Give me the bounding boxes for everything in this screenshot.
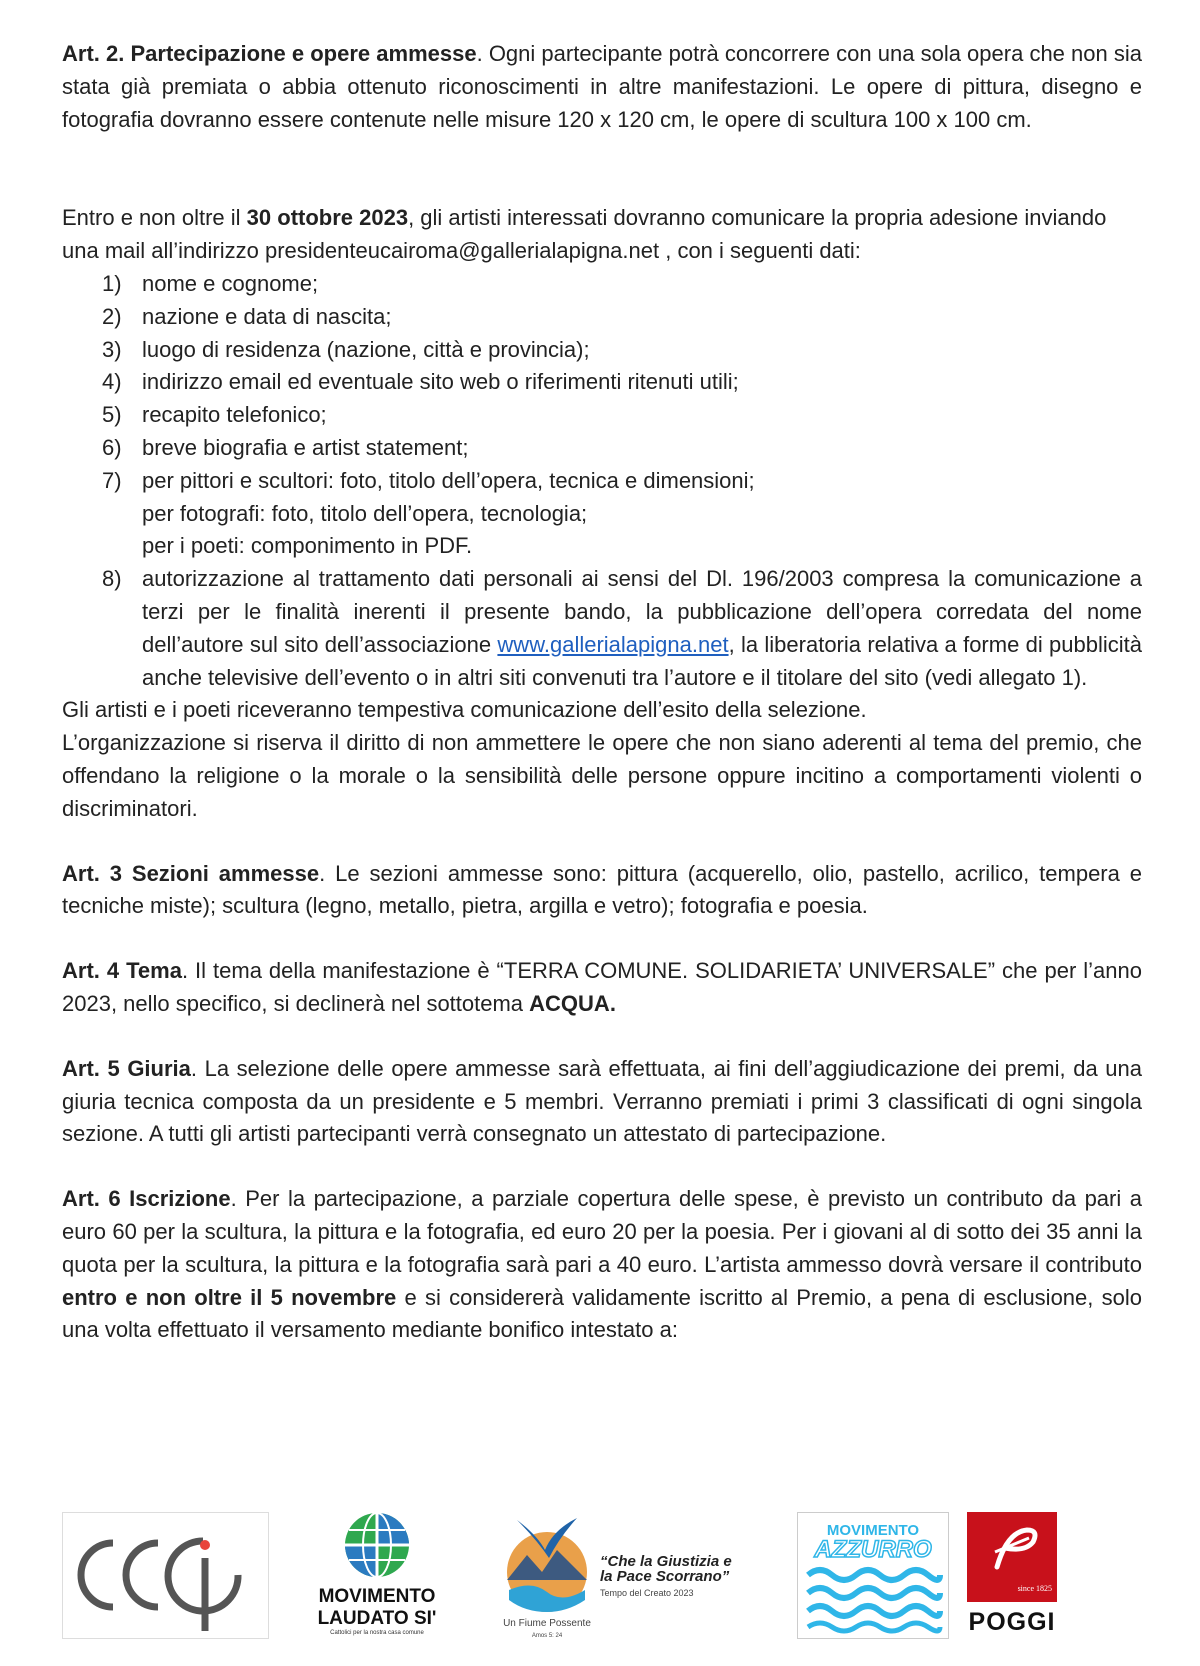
poggi-logo [952, 1512, 1072, 1642]
waves-icon [798, 1513, 948, 1638]
azzurro-line2: AZZURRO [814, 1536, 932, 1563]
ucai-logo-mark [63, 1513, 268, 1638]
art6-text: . Per la partecipazione, a parziale copertura delle spese, è previsto un contributo da pari a euro 60 per la scultura, la pittura e la fotografia, ed euro 20 per la poesia. Per i giovani al di sotto dei 35 anni la quota per la scultura, la pittura e la fotografia sarà pari a 40 euro. L’artista ammesso dovrà versare il contributo [62, 1186, 1142, 1277]
art5-paragraph [62, 1053, 1142, 1151]
fiume-slogan-line2: la Pace Scorrano” [600, 1568, 730, 1585]
fiume-caption-title: Un Fiume Possente [503, 1618, 591, 1629]
list-text: per pittori e scultori: foto, titolo dell’opera, tecnica e dimensioni; [142, 467, 755, 493]
list-number: 4) [102, 369, 122, 395]
ucai-logo [62, 1512, 269, 1639]
fiume-possente-logo [497, 1510, 757, 1645]
art4-paragraph [62, 955, 1142, 1021]
art2-heading: Art. 2. Partecipazione e opere ammesse [62, 41, 477, 66]
art5-text: . La selezione delle opere ammesse sarà effettuata, ai fini dell’aggiudicazione dei premi, da una giuria tecnica composta da un presidente e 5 membri. Verranno premiati i primi 3 classificati di ogni singola sezione. A tutti gli artisti partecipanti verrà consegnato un attestato di partecipazione. [62, 1055, 1142, 1147]
list-text: nazione e data di nascita; [142, 303, 392, 329]
azzurro-line1: MOVIMENTO [826, 1522, 920, 1539]
list-text: luogo di residenza (nazione, città e provincia); [142, 336, 590, 362]
list-item [62, 301, 1142, 334]
fiume-caption [497, 1618, 597, 1642]
list-text: nome e cognome; [142, 270, 319, 296]
art4-text: . Il tema della manifestazione è “TERRA COMUNE. SOLIDARIETA’ UNIVERSALE” che per l’anno 2023, nello specifico, si declinerà nel sottotema [62, 958, 1142, 1016]
deadline-suffix: , gli artisti interessati dovranno comunicare la propria adesione inviando una mail all’indirizzo presidenteucairoma@gallerialapigna.net , con i seguenti dati: [62, 205, 1107, 264]
fiume-caption-verse: Amos 5: 24 [531, 1633, 563, 1639]
fiume-slogan-line1: “Che la Giustizia e [600, 1553, 732, 1570]
poggi-name: POGGI [968, 1608, 1056, 1636]
laudato-name-line1: MOVIMENTO [318, 1586, 436, 1607]
list-item [62, 432, 1142, 465]
fiume-subtitle: Tempo del Creato 2023 [600, 1588, 694, 1598]
art3-text: . Le sezioni ammesse sono: pittura (acquerello, olio, pastello, acrilico, tempera e tecniche miste); scultura (legno, metallo, pietra, argilla e vetro); fotografia e poesia. [62, 860, 1142, 919]
list-number: 6) [102, 434, 122, 460]
list-text: , la liberatoria relativa a forme di pubblicità anche televisive dell’evento o in altri siti convenuti tra l’autore e il titolare del sito (vedi allegato 1). [142, 631, 1142, 690]
list-number: 7) [102, 467, 122, 493]
list-number: 5) [102, 402, 122, 428]
list-item [62, 366, 1142, 399]
list-number: 1) [102, 270, 122, 296]
art2-paragraph [62, 38, 1142, 136]
art5-heading: Art. 5 Giuria [62, 1055, 191, 1081]
organization-rights: L’organizzazione si riserva il diritto di non ammettere le opere che non siano aderenti al tema del premio, che offendano la religione o la morale o la sensibilità delle persone oppure incitino a comportamenti violenti o discriminatori. [62, 730, 1142, 821]
poggi-monogram-icon [967, 1512, 1057, 1582]
list-number: 8) [102, 566, 122, 592]
list-item [62, 334, 1142, 367]
list-text: breve biografia e artist statement; [142, 434, 469, 460]
art6-paragraph [62, 1183, 1142, 1347]
list-text: recapito telefonico; [142, 402, 327, 428]
river-dove-icon [497, 1510, 597, 1615]
laudato-name-line2: LAUDATO SI' [317, 1608, 437, 1629]
list-subtext: per fotografi: foto, titolo dell’opera, tecnologia; [142, 500, 588, 526]
selection-notice: Gli artisti e i poeti riceveranno tempestiva comunicazione dell’esito della selezione. [62, 697, 867, 723]
art2-text: . Ogni partecipante potrà concorrere con una sola opera che non sia stata già premiata o abbia ottenuto riconoscimenti in altre manifestazioni. Le opere di pittura, disegno e fotografia dovranno essere contenute nelle misure 120 x 120 cm, le opere di scultura 100 x 100 cm. [62, 41, 1142, 132]
poggi-since: since 1825 [1017, 1584, 1052, 1593]
art4-subtheme: ACQUA. [529, 990, 616, 1016]
list-subtext: per i poeti: componimento in PDF. [142, 533, 473, 559]
list-item [62, 465, 1142, 563]
deadline-paragraph [62, 202, 1142, 268]
list-number: 3) [102, 336, 122, 362]
art6-deadline: entro e non oltre il 5 novembre [62, 1284, 397, 1310]
art3-paragraph [62, 858, 1142, 924]
laudato-si-logo [307, 1510, 447, 1645]
list-text: indirizzo email ed eventuale sito web o riferimenti ritenuti utili; [142, 369, 739, 395]
gallery-website-link[interactable]: www.gallerialapigna.net [497, 631, 729, 657]
deadline-prefix: Entro e non oltre il [62, 205, 247, 231]
art6-text-end: e si considererà validamente iscritto al Premio, a pena di esclusione, solo una volta effettuato il versamento mediante bonifico intestato a: [62, 1284, 1142, 1343]
art3-heading: Art. 3 Sezioni ammesse [62, 860, 320, 886]
movimento-azzurro-logo [797, 1512, 949, 1639]
art4-heading: Art. 4 Tema [62, 958, 182, 984]
globe-icon [342, 1510, 412, 1580]
art6-heading: Art. 6 Iscrizione [62, 1186, 231, 1212]
sponsor-logos [62, 1510, 1142, 1650]
list-number: 2) [102, 303, 122, 329]
list-item [62, 399, 1142, 432]
document-page [62, 38, 1142, 1347]
laudato-tagline: Cattolici per la nostra casa comune [330, 1630, 424, 1636]
deadline-date: 30 ottobre 2023 [246, 205, 409, 231]
fiume-slogan [600, 1554, 732, 1584]
required-data-list [62, 268, 1142, 694]
list-item [62, 268, 1142, 301]
list-item [62, 563, 1142, 694]
list-text: autorizzazione al trattamento dati personali ai sensi del Dl. 196/2003 compresa la comunicazione a terzi per le finalità inerenti il presente bando, la pubblicazione dell’opera corredata del nome dell’autore sul sito dell’associazione [142, 566, 1142, 657]
